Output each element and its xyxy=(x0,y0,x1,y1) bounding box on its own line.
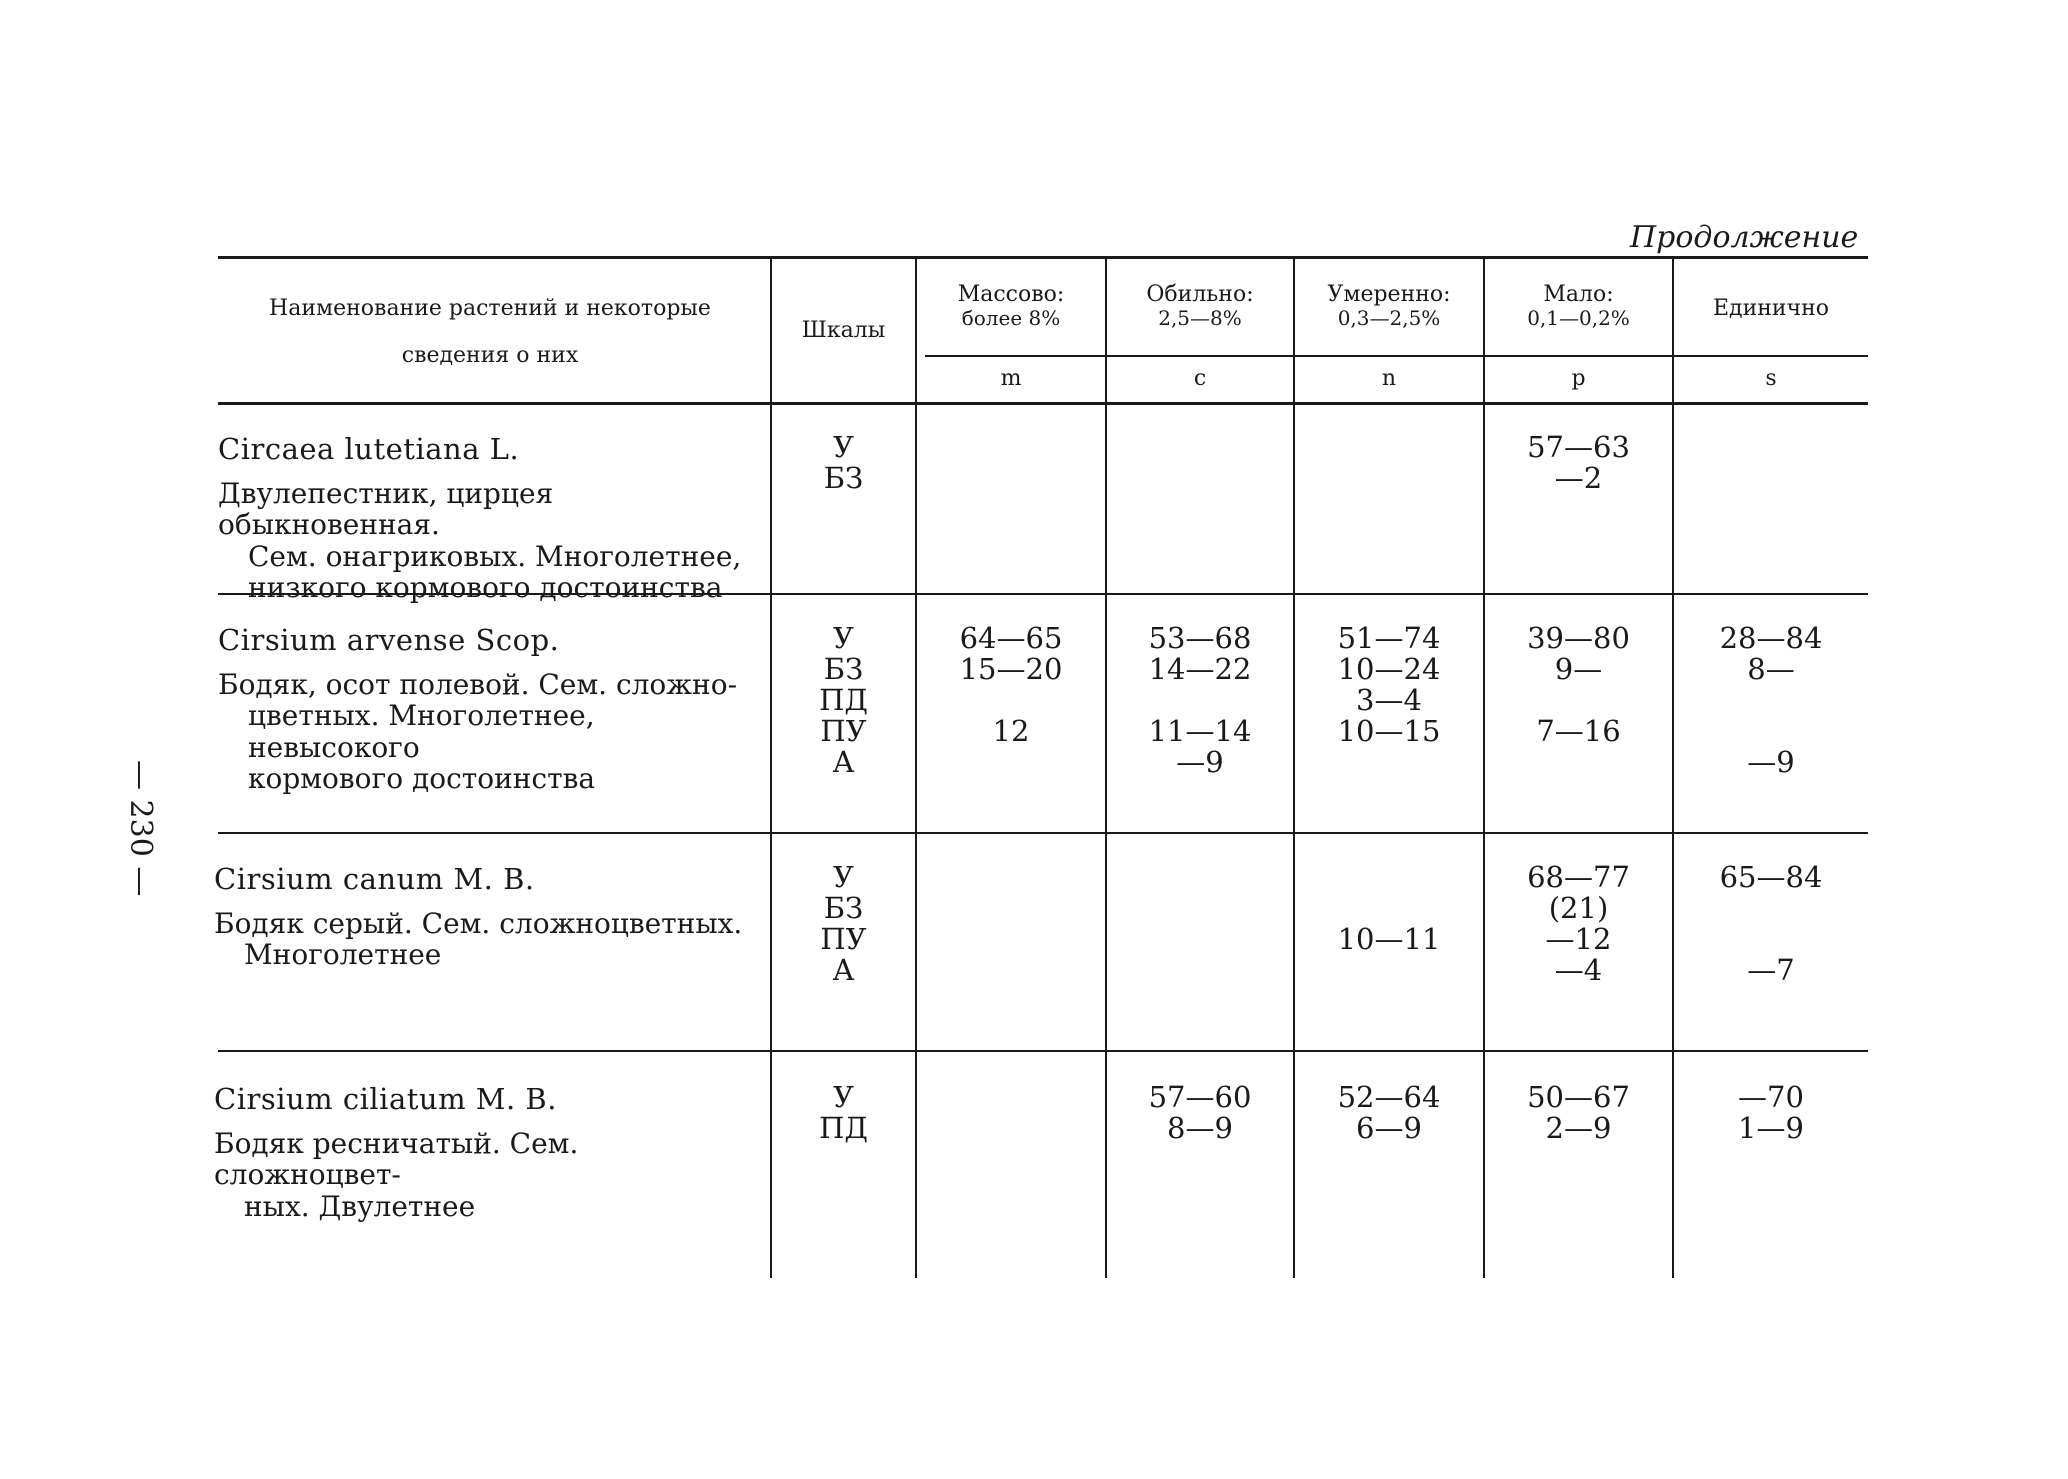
c-value: 11—14 xyxy=(1148,714,1252,749)
n-value: 10—15 xyxy=(1337,714,1441,749)
plant-description xyxy=(218,669,763,794)
c-value: 8—9 xyxy=(1167,1111,1233,1146)
plant-description xyxy=(218,478,763,603)
scale-code: А xyxy=(832,953,855,988)
s-cell xyxy=(1674,862,1868,986)
m-value: 15—20 xyxy=(959,652,1063,687)
n-value: 10—11 xyxy=(1337,922,1441,957)
scale-code: БЗ xyxy=(823,461,864,496)
scale-code: У xyxy=(833,621,854,655)
p-value: 39—80 xyxy=(1527,621,1630,655)
s-value: 65—84 xyxy=(1719,860,1823,894)
s-cell xyxy=(1674,623,1868,778)
n-value xyxy=(1295,862,1483,893)
c-value: —9 xyxy=(1176,745,1224,780)
header-scales: Шкалы xyxy=(801,318,886,343)
header-col-c-line1: Обильно: xyxy=(1146,282,1254,307)
s-value: 8— xyxy=(1747,652,1795,687)
s-value xyxy=(1674,685,1868,716)
header-col-m-line1: Массово: xyxy=(957,282,1065,307)
continuation-label: Продолжение xyxy=(1630,220,1859,255)
m-value xyxy=(917,685,1105,716)
n-value: 6—9 xyxy=(1356,1111,1422,1146)
header-col-c xyxy=(1107,282,1293,330)
header-col-m-line2: более 8% xyxy=(961,306,1061,331)
scale-code: ПД xyxy=(819,683,868,718)
p-value: 57—63 xyxy=(1527,430,1630,464)
header-col-p-line2: 0,1—0,2% xyxy=(1527,306,1630,331)
row-separator-2 xyxy=(218,832,1868,834)
col-rule-m xyxy=(915,258,917,1278)
header-code-c: c xyxy=(1193,366,1207,391)
header-bottom-rule xyxy=(218,402,1868,405)
header-name-column xyxy=(225,296,755,369)
plant-description-line: Двулепестник, цирцея обыкновенная. xyxy=(218,477,554,542)
scale-code: У xyxy=(833,430,854,464)
header-col-n-line1: Умеренно: xyxy=(1327,282,1451,307)
scale-code: А xyxy=(832,745,855,780)
header-col-c-line2: 2,5—8% xyxy=(1158,306,1242,331)
c-value: 53—68 xyxy=(1148,621,1252,655)
p-value: —4 xyxy=(1554,953,1603,988)
header-col-n xyxy=(1295,282,1483,330)
plant-description-line: Многолетнее xyxy=(244,938,442,972)
scale-code: ПД xyxy=(819,1111,868,1146)
s-value: —7 xyxy=(1747,953,1795,988)
n-value xyxy=(1295,893,1483,924)
header-col-s xyxy=(1674,296,1868,344)
plant-description-line: кормового достоинства xyxy=(248,762,596,796)
m-value: 64—65 xyxy=(959,621,1063,655)
n-value: 52—64 xyxy=(1337,1080,1441,1114)
p-value: —2 xyxy=(1554,461,1603,496)
p-value: 68—77 xyxy=(1527,860,1630,894)
plant-description-line: Бодяк ресничатый. Сем. сложноцвет- xyxy=(214,1127,579,1192)
n-value: 51—74 xyxy=(1337,621,1441,655)
m-value: 12 xyxy=(992,714,1030,749)
plant-description-line: цветных. Многолетнее, невысокого xyxy=(248,699,595,764)
plant-description-line: Сем. онагриковых. Многолетнее, xyxy=(248,539,742,573)
row-separator-3 xyxy=(218,1050,1868,1052)
s-value: —9 xyxy=(1747,745,1795,780)
table-row xyxy=(214,862,763,971)
p-cell xyxy=(1485,1082,1672,1144)
c-value: 14—22 xyxy=(1148,652,1252,687)
plant-description-line: Бодяк серый. Сем. сложноцветных. xyxy=(214,907,743,940)
n-value: 10—24 xyxy=(1337,652,1441,687)
table-row xyxy=(218,432,763,603)
n-cell xyxy=(1295,1082,1483,1144)
header-col-p-line1: Мало: xyxy=(1543,282,1614,307)
plant-latin-name: Cirsium ciliatum M. B. xyxy=(214,1082,557,1116)
header-code-s: s xyxy=(1765,366,1777,391)
p-cell xyxy=(1485,623,1672,747)
plant-latin-name: Circaea lutetiana L. xyxy=(218,432,520,466)
scale-code: У xyxy=(833,860,854,894)
table-row xyxy=(218,623,763,794)
p-value: 9— xyxy=(1554,652,1603,687)
scales-cell xyxy=(772,862,915,986)
p-cell xyxy=(1485,432,1672,494)
p-cell xyxy=(1485,862,1672,986)
scale-code: У xyxy=(833,1080,854,1114)
s-value: 1—9 xyxy=(1738,1111,1804,1146)
p-value: 2—9 xyxy=(1545,1111,1612,1146)
n-cell xyxy=(1295,623,1483,747)
c-value xyxy=(1107,685,1293,716)
s-value xyxy=(1674,893,1868,924)
header-code-m: m xyxy=(1000,366,1022,391)
plant-description-line: Бодяк, осот полевой. Сем. сложно- xyxy=(218,668,738,701)
s-value: 28—84 xyxy=(1719,621,1823,655)
plant-description-line: низкого кормового достоинства xyxy=(248,571,723,605)
plant-latin-name: Cirsium arvense Scop. xyxy=(218,623,560,657)
s-cell xyxy=(1674,1082,1868,1144)
table-top-rule xyxy=(218,256,1868,259)
header-col-p xyxy=(1485,282,1672,330)
s-value: —70 xyxy=(1738,1080,1804,1114)
header-col-n-line2: 0,3—2,5% xyxy=(1337,306,1441,331)
header-sub-rule xyxy=(925,355,1868,357)
header-name-line1: Наименование растений и некоторые xyxy=(269,296,711,321)
scales-cell xyxy=(772,623,915,778)
header-col-s-line1: Единично xyxy=(1712,296,1830,321)
header-code-n: n xyxy=(1381,366,1397,391)
header-name-line2: сведения о них xyxy=(401,343,579,369)
plant-description xyxy=(214,908,763,971)
scale-code: ПУ xyxy=(820,922,867,957)
header-code-p: p xyxy=(1571,366,1586,391)
s-value xyxy=(1674,716,1868,747)
m-cell xyxy=(917,623,1105,747)
table-row xyxy=(214,1082,763,1222)
scales-cell xyxy=(772,432,915,494)
plant-description xyxy=(214,1128,763,1222)
c-cell xyxy=(1107,623,1293,778)
plant-latin-name: Cirsium canum M. B. xyxy=(214,862,535,896)
p-value: 50—67 xyxy=(1527,1080,1630,1114)
header-col-m xyxy=(917,282,1105,330)
p-value: 7—16 xyxy=(1536,714,1621,749)
scales-cell xyxy=(772,1082,915,1144)
p-value: (21) xyxy=(1548,891,1609,926)
scale-code: БЗ xyxy=(823,891,864,926)
c-value: 57—60 xyxy=(1148,1080,1252,1114)
page-number: — 230 — xyxy=(123,760,158,897)
c-cell xyxy=(1107,1082,1293,1144)
n-cell xyxy=(1295,862,1483,955)
p-value xyxy=(1485,685,1672,716)
n-value: 3—4 xyxy=(1356,683,1422,718)
scale-code: БЗ xyxy=(823,652,864,687)
s-value xyxy=(1674,924,1868,955)
header-col-s-line2 xyxy=(1674,321,1868,344)
p-value: —12 xyxy=(1545,922,1612,957)
scale-code: ПУ xyxy=(820,714,867,749)
plant-description-line: ных. Двулетнее xyxy=(244,1189,476,1223)
